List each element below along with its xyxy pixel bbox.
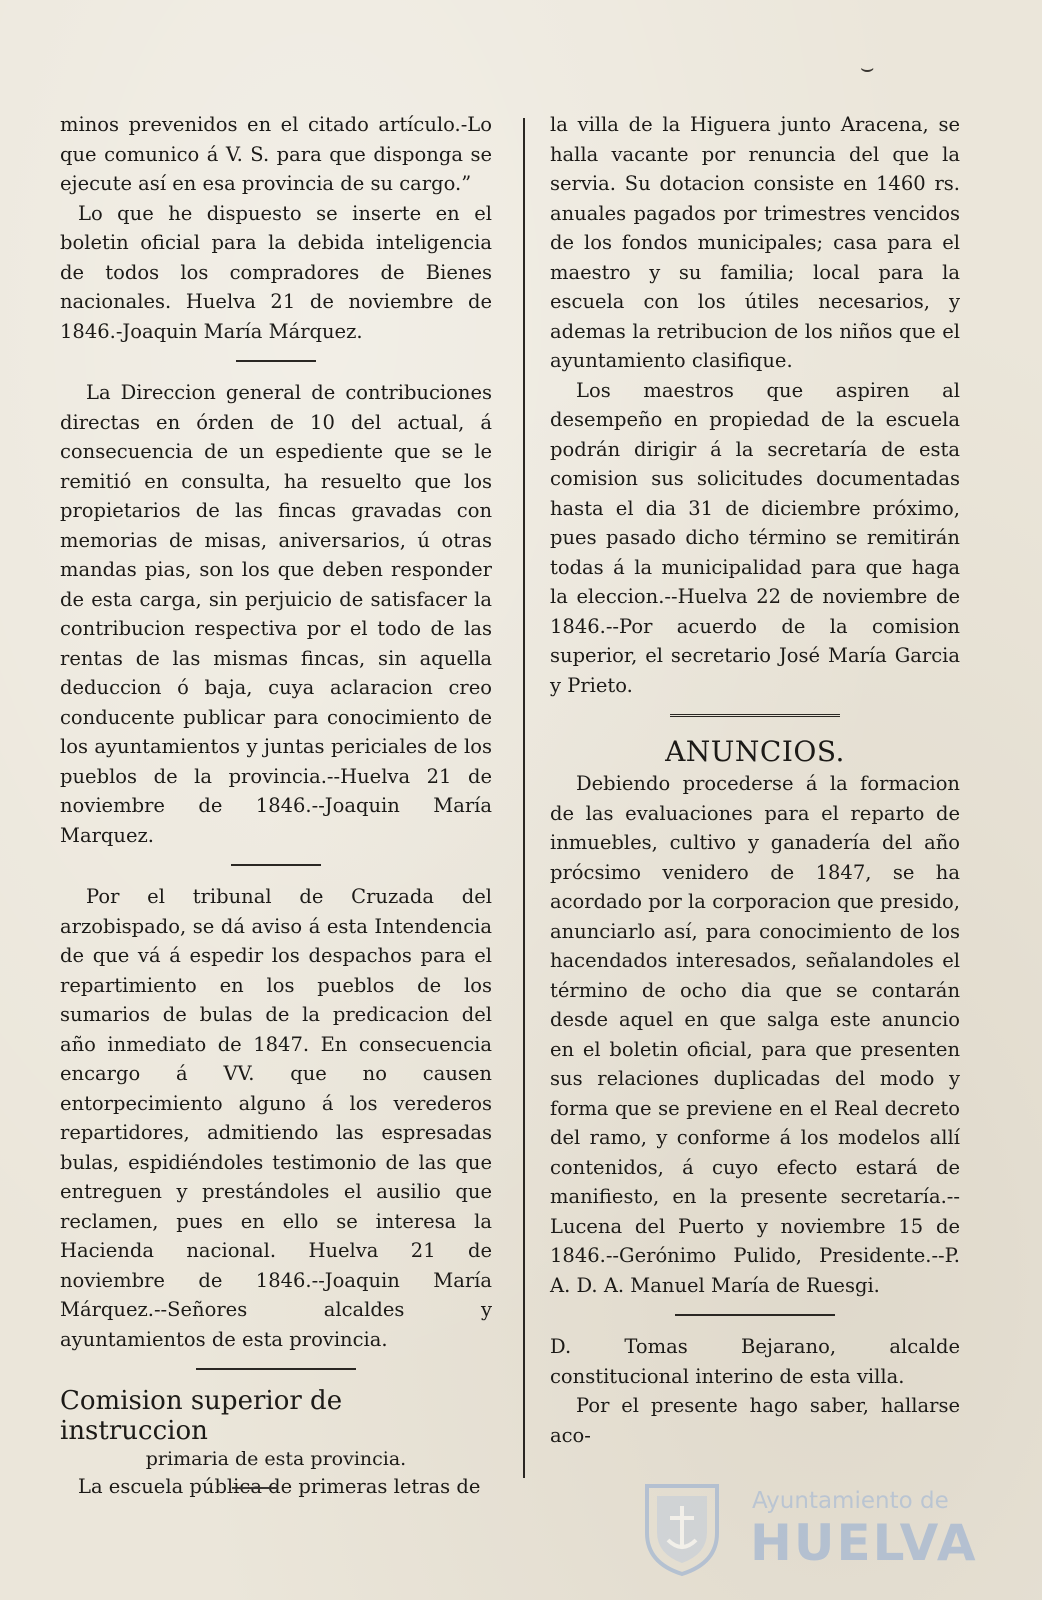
left-paragraph-2: Lo que he dispuesto se inserte en el boletin oficial para la debida inteligencia de todos los compradores de Bienes nacionales. Huelva 21 de noviembre de 1846.-Joaquin María Márquez. [60,201,492,343]
right-paragraph-2: Los maestros que aspiren al desempeño en propiedad de la escuela podrán dirigir á la secretaría de esta comision sus solicitudes documentadas hasta el dia 31 de diciembre próximo, pues pasado dicho término se remitirán todas á la municipalidad para que haga la eleccion.--Huelva 22 de noviembre de 1846.--Por acuerdo de la comision superior, el secretario José María Garcia y Prieto. [550,378,960,697]
left-paragraph-4: Por el tribunal de Cruzada del arzobispado, se dá aviso á esta Intendencia de que vá á espedir los despachos para el repartimiento en los pueblos de los sumarios de bulas de la predicacion del año inmediato de 1847. En consecuencia encargo á VV. que no causen entorpecimiento alguno á los verederos repartidores, admitiendo las espresadas bulas, espidiéndoles testimonio de las que entreguen y prestándoles el ausilio que reclamen, pues en ello se interesa la Hacienda nacional. Huelva 21 de noviembre de 1846.--Joaquin María Márquez.--Señores alcaldes y ayuntamientos de esta provincia. [60,885,492,1351]
right-column [550,110,960,1450]
coat-of-arms-icon [632,1478,732,1578]
left-paragraph-1: minos prevenidos en el citado artículo.-Lo que comunico á V. S. para que disponga se ejecute así en esa provincia de su cargo.” [60,113,492,195]
left-paragraph-3: La Direccion general de contribuciones directas en órden de 10 del actual, á consecuencia de un espediente que se le remitió en consulta, ha resuelto que los propietarios de las fincas gravadas con memorias de misas, aniversarios, ú otras mandas pias, son los que deben responder de esta carga, sin perjuicio de satisfacer la contribucion respectiva por el todo de las rentas de las mismas fincas, sin aquella deduccion ó baja, cuya aclaracion creo conducente publicar para conocimiento de los ayuntamientos y juntas periciales de los pueblos de la provincia.--Huelva 21 de noviembre de 1846.--Joaquin María Marquez. [60,381,492,847]
watermark-line-1: Ayuntamiento de [752,1488,949,1514]
archive-watermark [632,1478,978,1578]
section-heading-anuncios: ANUNCIOS. [665,735,845,768]
section-divider [670,714,840,719]
section-heading-comision: Comision superior de instruccion [60,1386,343,1446]
section-subheading-comision: primaria de esta provincia. [145,1448,407,1470]
right-paragraph-5: Por el presente hago saber, hallarse aco- [550,1394,960,1447]
left-paragraph-5: La escuela pública de primeras letras de [78,1475,481,1498]
right-paragraph-1: la villa de la Higuera junto Aracena, se halla vacante por renuncia del que la servia. Su dotacion consiste en 1460 rs. anuales pagados por trimestres vencidos de los fondos municipales; casa para el maestro y su familia; local para la escuela con los útiles necesarios, y ademas la retribucion de los niños que el ayuntamiento clasifique. [550,113,960,372]
section-divider [231,864,321,866]
right-paragraph-4: D. Tomas Bejarano, alcalde constitucional interino de esta villa. [550,1335,960,1388]
section-divider [236,360,316,362]
left-column [60,110,492,1502]
right-paragraph-3: Debiendo procederse á la formacion de las evaluaciones para el reparto de inmuebles, cultivo y ganadería del año prócsimo venidero de 1847, se ha acordado por la corporacion que presido, anunciarlo así, para conocimiento de los hacendados interesados, señalandoles el término de ocho dia que se contarán desde aquel en que salga este anuncio en el boletin oficial, para que presenten sus relaciones duplicadas del modo y forma que se previene en el Real decreto del ramo, y conforme á los modelos allí contenidos, á cuyo efecto estará de manifiesto, en la presente secretaría.--Lucena del Puerto y noviembre 15 de 1846.--Gerónimo Pulido, Presidente.--P. A. D. A. Manuel María de Ruesgi. [550,772,960,1297]
section-divider [196,1368,356,1370]
bottom-divider [232,1487,278,1489]
watermark-line-2: HUELVA [750,1514,978,1572]
section-divider [675,1314,835,1316]
column-separator [523,118,525,1478]
page-corner-mark: ⌣ [860,56,875,81]
